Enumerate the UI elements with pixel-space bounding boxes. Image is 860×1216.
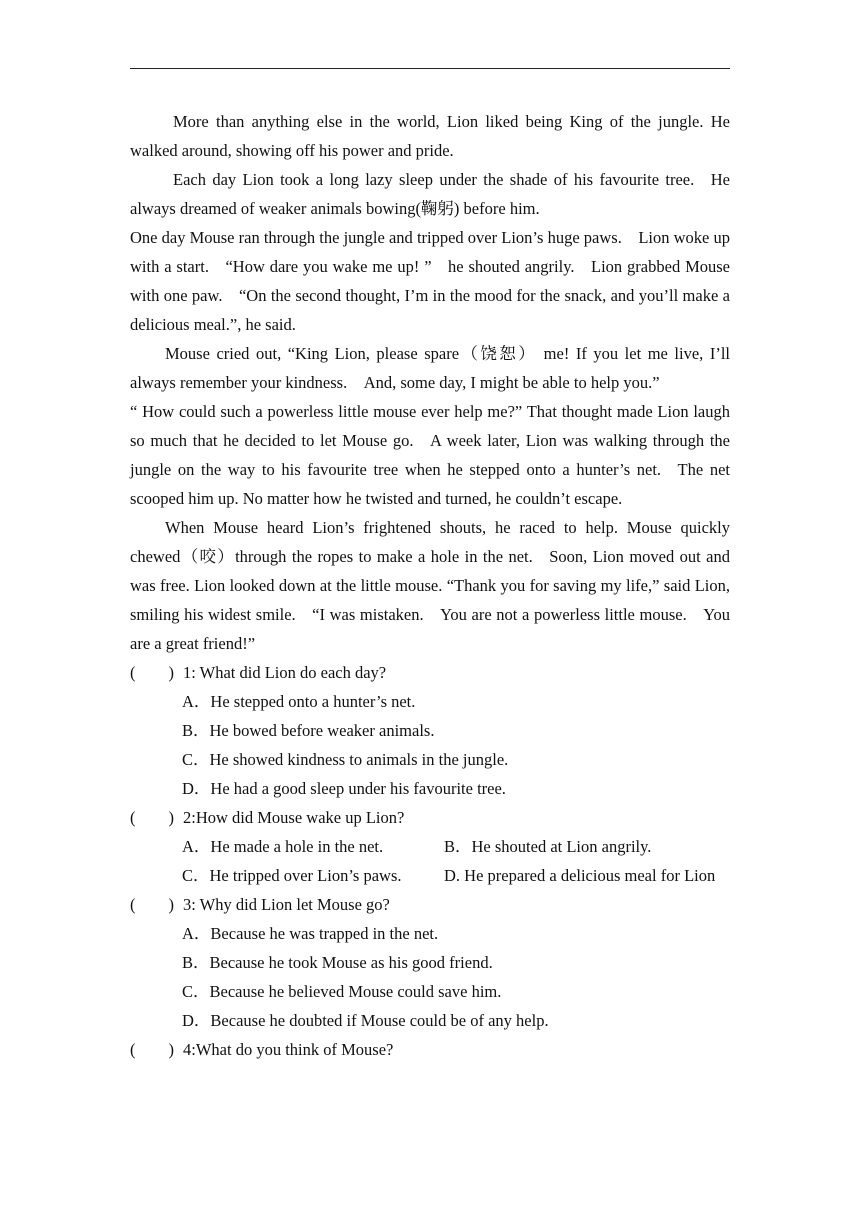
option-c: C．Because he believed Mouse could save him. xyxy=(182,982,502,1001)
option-c: C．He showed kindness to animals in the jungle. xyxy=(182,750,509,769)
option-a: A．He stepped onto a hunter’s net. xyxy=(182,692,416,711)
option-a: A．He made a hole in the net. xyxy=(182,837,384,856)
passage-paragraph-1: More than anything else in the world, Lion liked being King of the jungle. He walked around, showing off his power and pride. xyxy=(130,112,730,160)
answer-blank: ( ) xyxy=(130,1040,174,1059)
passage-paragraph-2: Each day Lion took a long lazy sleep under the shade of his favourite tree. He always dreamed of weaker animals bowing(鞠躬) before him. xyxy=(130,170,730,218)
question-2 xyxy=(130,803,730,832)
question-text: 3: Why did Lion let Mouse go? xyxy=(183,895,390,914)
option-d: D. He prepared a delicious meal for Lion xyxy=(444,866,716,885)
question-3 xyxy=(130,890,730,919)
option-row xyxy=(130,861,730,890)
option-row xyxy=(130,832,730,861)
passage-paragraph-5: “ How could such a powerless little mouse ever help me?” That thought made Lion laugh so much that he decided to let Mouse go. A week later, Lion was walking through the jungle on the way to his favourite tree when he stepped onto a hunter’s net. The net scooped him up. No matter how he twisted and turned, he couldn’t escape. xyxy=(130,402,730,508)
option-d: D．He had a good sleep under his favourite tree. xyxy=(182,779,506,798)
question-text: 4:What do you think of Mouse? xyxy=(183,1040,394,1059)
option-a: A．Because he was trapped in the net. xyxy=(182,924,439,943)
answer-blank: ( ) xyxy=(130,663,174,682)
question-text: 1: What did Lion do each day? xyxy=(183,663,387,682)
question-4 xyxy=(130,1035,730,1064)
document-body xyxy=(130,107,730,1064)
option-b: B．He shouted at Lion angrily. xyxy=(444,837,652,856)
option-c: C．He tripped over Lion’s paws. xyxy=(182,866,402,885)
passage-paragraph-6: When Mouse heard Lion’s frightened shouts, he raced to help. Mouse quickly chewed（咬）through the ropes to make a hole in the net. Soon, Lion moved out and was free. Lion looked down at the little mouse. “Thank you for saving my life,” said Lion, smiling his widest smile. “I was mistaken. You are not a powerless little mouse. You are a great friend!” xyxy=(130,518,730,653)
passage-paragraph-4: Mouse cried out, “King Lion, please spare（饶恕） me! If you let me live, I’ll always remember your kindness. And, some day, I might be able to help you.” xyxy=(130,344,730,392)
answer-blank: ( ) xyxy=(130,895,174,914)
answer-blank: ( ) xyxy=(130,808,174,827)
option-b: B．Because he took Mouse as his good friend. xyxy=(182,953,493,972)
header-rule xyxy=(130,68,730,69)
question-1 xyxy=(130,658,730,687)
option-d: D．Because he doubted if Mouse could be of any help. xyxy=(182,1011,549,1030)
question-text: 2:How did Mouse wake up Lion? xyxy=(183,808,405,827)
passage-paragraph-3: One day Mouse ran through the jungle and tripped over Lion’s huge paws. Lion woke up with a start. “How dare you wake me up! ” he shouted angrily. Lion grabbed Mouse with one paw. “On the second thought, I’m in the mood for the snack, and you’ll make a delicious meal.”, he said. xyxy=(130,228,730,334)
option-b: B．He bowed before weaker animals. xyxy=(182,721,435,740)
